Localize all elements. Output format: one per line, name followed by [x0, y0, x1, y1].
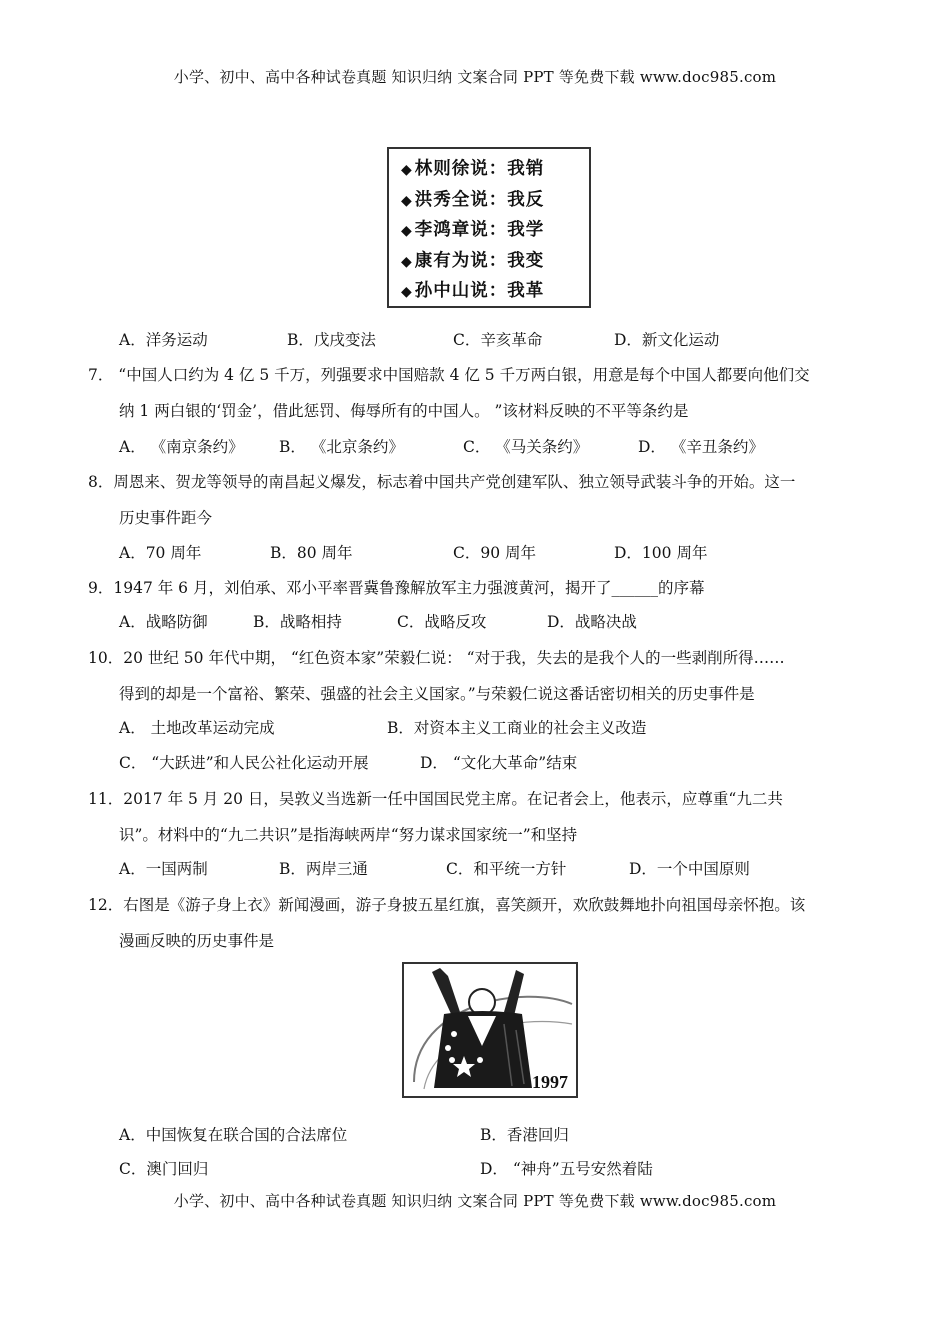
q12-stem-line1: 12．右图是《游子身上衣》新闻漫画，游子身披五星红旗，喜笑颜开，欢欣鼓舞地扑向祖国母亲怀抱。该 [88, 896, 806, 914]
quote-line: ◆ 洪秀全说：我反 [401, 189, 545, 210]
q10-stem-line1: 10．20 世纪 50 年代中期， “红色资本家”荣毅仁说： “对于我，失去的是我个人的一些剥削所得…… [88, 649, 785, 667]
q11-option-a: A．一国两制 [119, 860, 208, 878]
q6-option-d: D．新文化运动 [614, 331, 720, 349]
diamond-bullet-icon: ◆ [401, 162, 413, 178]
q9-stem-line1: 9．1947 年 6 月，刘伯承、邓小平率晋冀鲁豫解放军主力强渡黄河，揭开了______的序幕 [88, 579, 705, 597]
q10-option-d: D． “文化大革命”结束 [420, 754, 578, 772]
quote-line: ◆ 康有为说：我变 [401, 250, 545, 271]
q6-option-b: B．戊戌变法 [287, 331, 376, 349]
q7-option-a: A． 《南京条约》 [119, 438, 244, 456]
q12-option-c: C．澳门回归 [119, 1160, 209, 1178]
page-header: 小学、初中、高中各种试卷真题 知识归纳 文案合同 PPT 等免费下载 www.doc985.com [173, 68, 777, 86]
quote-line: ◆ 李鸿章说：我学 [401, 220, 545, 240]
quote-line: ◆ 孙中山说：我革 [401, 281, 545, 301]
cartoon-drawing [404, 964, 576, 1096]
q11-option-c: C．和平统一方针 [446, 860, 567, 878]
q12-stem-line2: 漫画反映的历史事件是 [119, 932, 275, 950]
news-cartoon [402, 962, 578, 1098]
q8-stem-line1: 8．周恩来、贺龙等领导的南昌起义爆发，标志着中国共产党创建军队、独立领导武装斗争的开始。这一 [88, 473, 796, 491]
q6-option-c: C．辛亥革命 [453, 331, 543, 349]
diamond-bullet-icon: ◆ [401, 253, 413, 270]
q8-option-b: B．80 周年 [270, 544, 353, 562]
q7-option-c: C． 《马关条约》 [463, 438, 589, 456]
left-arm [432, 968, 460, 1016]
q10-stem-line2: 得到的却是一个富裕、繁荣、强盛的社会主义国家。”与荣毅仁说这番话密切相关的历史事件是 [119, 685, 755, 703]
q12-option-b: B．香港回归 [480, 1126, 569, 1144]
cartoon-year: 1997 [532, 1072, 568, 1092]
q11-stem-line1: 11．2017 年 5 月 20 日，吴敦义当选新一任中国国民党主席。在记者会上，他表示，应尊重“九二共 [88, 790, 783, 808]
q8-stem-line2: 历史事件距今 [119, 509, 213, 527]
q12-option-a: A．中国恢复在联合国的合法席位 [119, 1126, 348, 1144]
q9-option-a: A．战略防御 [119, 613, 208, 631]
q9-option-b: B．战略相持 [253, 613, 342, 631]
flag-star [445, 1045, 451, 1051]
q6-option-a: A．洋务运动 [119, 331, 208, 349]
diamond-bullet-icon: ◆ [401, 223, 413, 239]
q8-option-c: C．90 周年 [453, 544, 537, 562]
q7-option-b: B． 《北京条约》 [279, 438, 404, 456]
quote-line: ◆ 林则徐说：我销 [401, 159, 545, 179]
right-arm [504, 970, 524, 1016]
q8-option-d: D．100 周年 [614, 544, 708, 562]
q12-option-d: D． “神舟”五号安然着陆 [480, 1160, 653, 1178]
q7-stem-line1: 7． “中国人口约为 4 亿 5 千万，列强要求中国赔款 4 亿 5 千万两白银，用意是每个中国人都要向他们交 [88, 366, 810, 384]
flag-star [449, 1057, 455, 1063]
q11-stem-line2: 识”。材料中的“九二共识”是指海峡两岸“努力谋求国家统一”和坚持 [119, 826, 578, 844]
diamond-bullet-icon: ◆ [401, 284, 413, 300]
q7-option-d: D． 《辛丑条约》 [638, 438, 764, 456]
q10-option-b: B．对资本主义工商业的社会主义改造 [387, 719, 647, 737]
q10-option-c: C． “大跃进”和人民公社化运动开展 [119, 754, 369, 772]
q7-stem-line2: 纳 1 两白银的‘罚金’，借此惩罚、侮辱所有的中国人。 ”该材料反映的不平等条约是 [119, 402, 689, 420]
q10-option-a: A． 土地改革运动完成 [119, 719, 275, 737]
q9-option-c: C．战略反攻 [397, 613, 487, 631]
page-footer: 小学、初中、高中各种试卷真题 知识归纳 文案合同 PPT 等免费下载 www.doc985.com [173, 1192, 777, 1210]
q9-option-d: D．战略决战 [547, 613, 637, 631]
flag-star [451, 1031, 457, 1037]
quote-box [387, 147, 591, 308]
diamond-bullet-icon: ◆ [401, 192, 413, 209]
q8-option-a: A．70 周年 [119, 544, 202, 562]
q11-option-b: B．两岸三通 [279, 860, 368, 878]
flag-star [477, 1057, 483, 1063]
q11-option-d: D．一个中国原则 [629, 860, 750, 878]
